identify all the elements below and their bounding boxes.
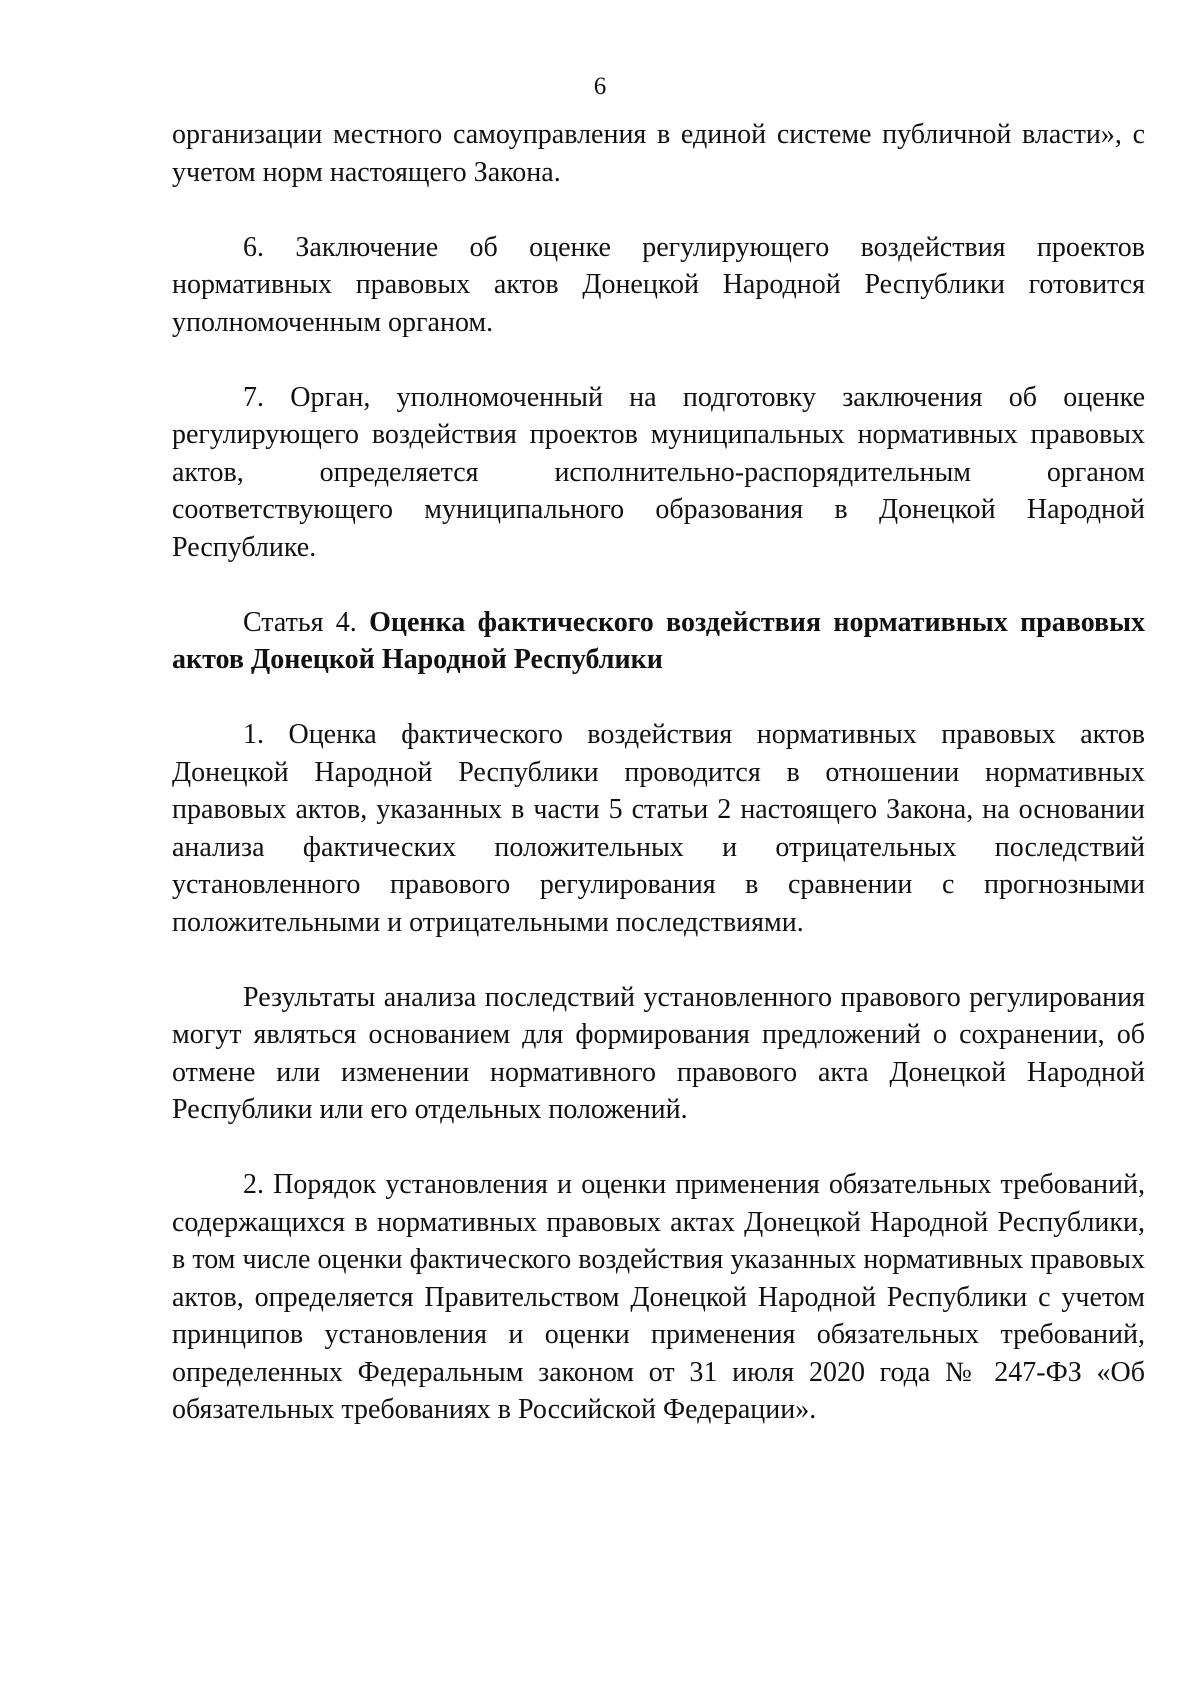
article-prefix: Статья 4. [243, 606, 357, 638]
paragraph-analysis-results: Результаты анализа последствий установленного правового регулирования могут являться основанием для формирования предложений о сохранении, об отмене или изменении нормативного правового акта Донецкой Народной Республики или его отдельных положений. [172, 981, 1145, 1125]
paragraph-article4-item-1: 1. Оценка фактического воздействия нормативных правовых актов Донецкой Народной Республики проводится в отношении нормативных правовых актов, указанных в части 5 статьи 2 настоящего Закона, на основании анализа фактических положительных и отрицательных последствий установленного правового регулирования в сравнении с прогнозными положительными и отрицательными последствиями. [172, 719, 1145, 938]
article-heading [172, 604, 1145, 679]
paragraph-item-7: 7. Орган, уполномоченный на подготовку заключения об оценке регулирующего воздействия проектов муниципальных нормативных правовых актов, определяется исполнительно-распорядительным органом соответствующего муниципального образования в Донецкой Народной Республике. [172, 381, 1145, 563]
paragraph-continuation: организации местного самоуправления в единой системе публичной власти», с учетом норм настоящего Закона. [172, 119, 1145, 188]
paragraph-item-6: 6. Заключение об оценке регулирующего воздействия проектов нормативных правовых актов Донецкой Народной Республики готовится уполномоченным органом. [172, 231, 1145, 338]
paragraph-article4-item-2: 2. Порядок установления и оценки применения обязательных требований, содержащихся в нормативных правовых актах Донецкой Народной Республики, в том числе оценки фактического воздействия указанных нормативных правовых актов, определяется Правительством Донецкой Народной Республики с учетом принципов установления и оценки применения обязательных требований, определенных Федеральным законом от 31 июля 2020 года № 247-ФЗ «Об обязательных требованиях в Российской Федерации». [172, 1169, 1145, 1425]
article-title: Оценка фактического воздействия нормативных правовых актов Донецкой Народной Республики [172, 606, 1145, 675]
document-body [172, 116, 1145, 1429]
page-number: 6 [593, 73, 607, 100]
